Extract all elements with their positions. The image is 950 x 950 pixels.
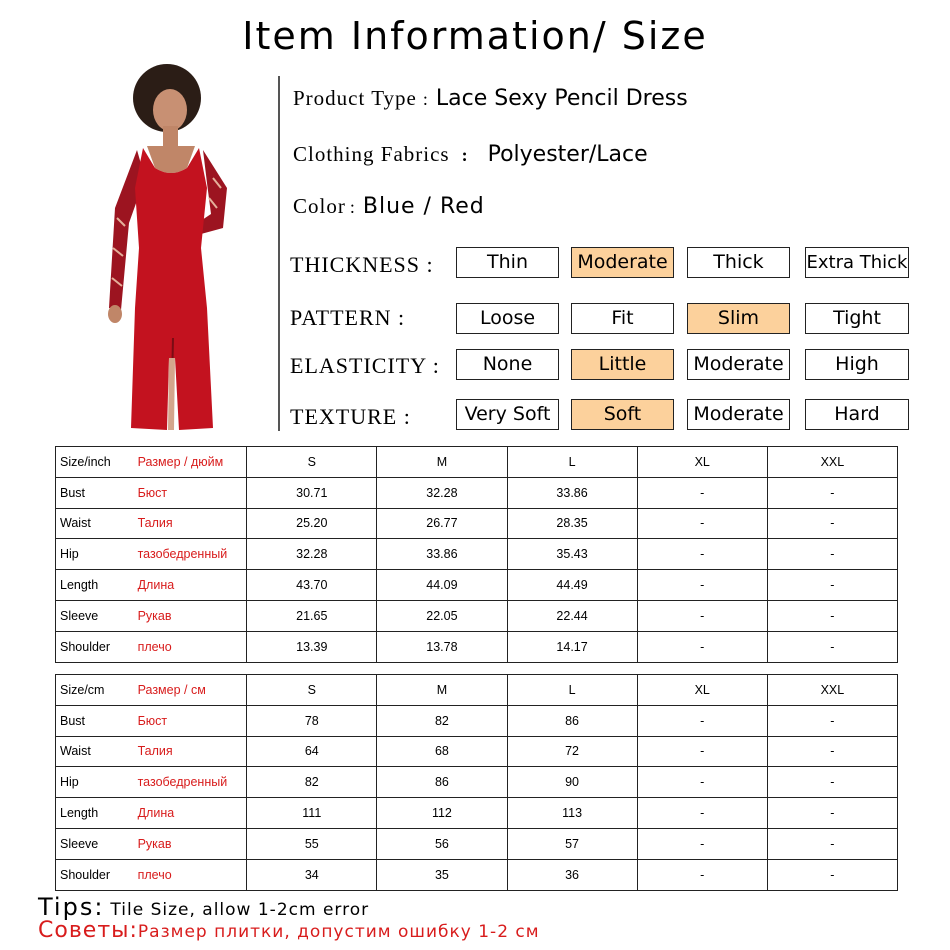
table-cell: 72: [507, 736, 637, 767]
table-cell: Waist: [56, 736, 136, 767]
elasticity-option-high: High: [805, 349, 909, 380]
table-cell: XXL: [767, 675, 897, 706]
pattern-label: PATTERN :: [290, 305, 406, 330]
table-cell: Бюст: [136, 705, 247, 736]
table-cell: 90: [507, 767, 637, 798]
table-cell: 33.86: [377, 539, 507, 570]
texture-label: TEXTURE :: [290, 404, 411, 429]
info-label: Color: [293, 194, 346, 218]
texture-option-very-soft: Very Soft: [456, 399, 559, 430]
table-header-row: [56, 447, 898, 478]
table-cell: Sleeve: [56, 828, 136, 859]
table-cell: -: [637, 600, 767, 631]
table-cell: 22.05: [377, 600, 507, 631]
table-cell: -: [637, 828, 767, 859]
thickness-label: THICKNESS :: [290, 252, 434, 277]
table-cell: -: [767, 767, 897, 798]
model-photo: [95, 58, 275, 436]
table-cell: -: [637, 705, 767, 736]
table-cell: L: [507, 447, 637, 478]
table-cell: -: [637, 570, 767, 601]
pattern-option-loose: Loose: [456, 303, 559, 334]
page-title: Item Information/ Size: [242, 14, 708, 58]
table-row: [56, 570, 898, 601]
size-table-cm: [55, 674, 898, 891]
table-cell: 22.44: [507, 600, 637, 631]
elasticity-option-little: Little: [571, 349, 674, 380]
pattern-option-slim: Slim: [687, 303, 790, 334]
elasticity-label: ELASTICITY :: [290, 353, 440, 378]
info-value: Blue / Red: [362, 194, 485, 219]
tips-en: [38, 893, 369, 921]
table-cell: -: [767, 859, 897, 890]
table-cell: -: [767, 736, 897, 767]
table-cell: 64: [247, 736, 377, 767]
table-cell: Shoulder: [56, 859, 136, 890]
info-product-type: [293, 86, 688, 111]
table-row: [56, 539, 898, 570]
table-cell: Размер / см: [136, 675, 247, 706]
texture-option-soft: Soft: [571, 399, 674, 430]
table-cell: Bust: [56, 477, 136, 508]
table-cell: -: [767, 570, 897, 601]
table-cell: Hip: [56, 539, 136, 570]
table-cell: Sleeve: [56, 600, 136, 631]
table-cell: -: [767, 600, 897, 631]
table-row: [56, 477, 898, 508]
info-value: Lace Sexy Pencil Dress: [435, 86, 688, 111]
table-cell: 32.28: [247, 539, 377, 570]
table-cell: -: [637, 767, 767, 798]
table-cell: 86: [507, 705, 637, 736]
thickness-option-extra-thick: Extra Thick: [805, 247, 909, 278]
table-cell: 86: [377, 767, 507, 798]
table-cell: M: [377, 447, 507, 478]
table-cell: -: [767, 508, 897, 539]
texture-option-hard: Hard: [805, 399, 909, 430]
table-row: [56, 859, 898, 890]
table-cell: 56: [377, 828, 507, 859]
table-cell: плечо: [136, 859, 247, 890]
thickness-option-moderate: Moderate: [571, 247, 674, 278]
table-cell: плечо: [136, 631, 247, 662]
info-color: [293, 194, 485, 219]
table-cell: 55: [247, 828, 377, 859]
table-cell: Size/cm: [56, 675, 136, 706]
table-cell: Рукав: [136, 828, 247, 859]
pattern-option-tight: Tight: [805, 303, 909, 334]
info-label: Clothing Fabrics: [293, 142, 450, 166]
size-table-inch: [55, 446, 898, 663]
table-cell: 68: [377, 736, 507, 767]
info-value: Polyester/Lace: [487, 142, 648, 167]
table-row: [56, 736, 898, 767]
table-cell: -: [767, 477, 897, 508]
info-colon: :: [422, 89, 428, 109]
table-cell: -: [767, 631, 897, 662]
table-row: [56, 767, 898, 798]
table-cell: 34: [247, 859, 377, 890]
table-cell: Length: [56, 570, 136, 601]
table-cell: 35.43: [507, 539, 637, 570]
tips-ru-label: Советы:: [38, 918, 138, 943]
table-cell: -: [637, 477, 767, 508]
table-cell: 43.70: [247, 570, 377, 601]
table-cell: 35: [377, 859, 507, 890]
table-cell: 111: [247, 798, 377, 829]
table-row: [56, 600, 898, 631]
divider-line: [278, 76, 280, 431]
table-row: [56, 631, 898, 662]
table-header-row: [56, 675, 898, 706]
table-cell: Length: [56, 798, 136, 829]
table-row: [56, 705, 898, 736]
table-cell: -: [637, 859, 767, 890]
table-cell: 28.35: [507, 508, 637, 539]
table-cell: 30.71: [247, 477, 377, 508]
table-cell: 25.20: [247, 508, 377, 539]
table-cell: Waist: [56, 508, 136, 539]
tips-text: Tile Size, allow 1-2cm error: [110, 900, 370, 920]
table-cell: S: [247, 675, 377, 706]
table-row: [56, 798, 898, 829]
table-cell: XL: [637, 675, 767, 706]
table-cell: тазобедренный: [136, 767, 247, 798]
table-cell: 36: [507, 859, 637, 890]
tips-ru: [38, 918, 540, 943]
table-cell: 113: [507, 798, 637, 829]
table-cell: Bust: [56, 705, 136, 736]
texture-option-moderate: Moderate: [687, 399, 790, 430]
table-cell: 33.86: [507, 477, 637, 508]
table-cell: тазобедренный: [136, 539, 247, 570]
tips-ru-text: Размер плитки, допустим ошибку 1-2 см: [137, 922, 540, 942]
table-cell: Размер / дюйм: [136, 447, 247, 478]
thickness-option-thin: Thin: [456, 247, 559, 278]
model-face: [153, 89, 187, 131]
table-cell: -: [637, 631, 767, 662]
table-cell: Рукав: [136, 600, 247, 631]
table-row: [56, 828, 898, 859]
table-cell: -: [637, 798, 767, 829]
info-colon: :: [461, 145, 468, 165]
table-cell: Size/inch: [56, 447, 136, 478]
table-cell: 21.65: [247, 600, 377, 631]
table-cell: 82: [247, 767, 377, 798]
elasticity-option-none: None: [456, 349, 559, 380]
table-cell: -: [637, 736, 767, 767]
table-cell: 13.39: [247, 631, 377, 662]
table-cell: -: [637, 539, 767, 570]
table-cell: M: [377, 675, 507, 706]
table-cell: Талия: [136, 736, 247, 767]
table-cell: Бюст: [136, 477, 247, 508]
table-cell: L: [507, 675, 637, 706]
table-cell: -: [767, 828, 897, 859]
table-cell: 44.49: [507, 570, 637, 601]
table-cell: -: [767, 705, 897, 736]
table-cell: -: [767, 539, 897, 570]
info-clothing-fabrics: [293, 142, 648, 167]
thickness-option-thick: Thick: [687, 247, 790, 278]
table-cell: Hip: [56, 767, 136, 798]
table-cell: 26.77: [377, 508, 507, 539]
info-colon: :: [349, 197, 355, 217]
table-cell: S: [247, 447, 377, 478]
info-label: Product Type: [293, 86, 417, 110]
pattern-option-fit: Fit: [571, 303, 674, 334]
table-cell: XXL: [767, 447, 897, 478]
table-cell: -: [637, 508, 767, 539]
table-cell: 32.28: [377, 477, 507, 508]
table-cell: 44.09: [377, 570, 507, 601]
table-cell: -: [767, 798, 897, 829]
elasticity-option-moderate: Moderate: [687, 349, 790, 380]
table-cell: 78: [247, 705, 377, 736]
table-cell: Длина: [136, 570, 247, 601]
table-cell: 112: [377, 798, 507, 829]
table-cell: Талия: [136, 508, 247, 539]
tips-label: Tips:: [38, 893, 105, 921]
table-cell: 14.17: [507, 631, 637, 662]
table-cell: Длина: [136, 798, 247, 829]
table-cell: Shoulder: [56, 631, 136, 662]
table-row: [56, 508, 898, 539]
table-cell: 13.78: [377, 631, 507, 662]
table-cell: XL: [637, 447, 767, 478]
table-cell: 82: [377, 705, 507, 736]
table-cell: 57: [507, 828, 637, 859]
